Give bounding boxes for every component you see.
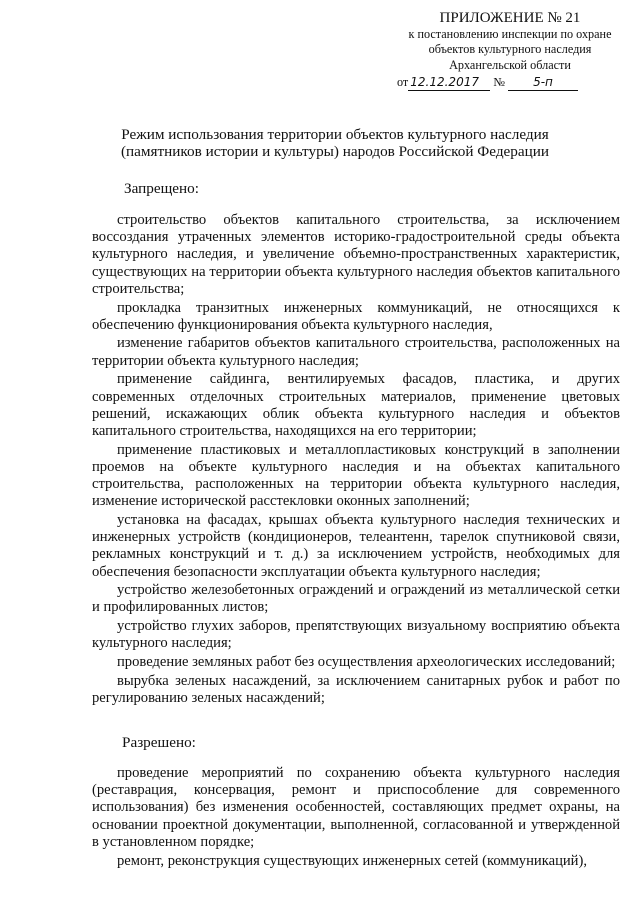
prohibited-item: установка на фасадах, крышах объекта культурного наследия технических и инженерных устройств (кондиционеров, телеантенн, тарелок спутниковой связи, рекламных конструкций и т. д.) за исключением устройств, необходимых для обеспечения безопасности эксплуатации объекта культурного наследия; [92, 511, 620, 580]
prohibited-heading: Запрещено: [124, 180, 199, 197]
prohibited-item: вырубка зеленых насаждений, за исключением санитарных рубок и работ по регулированию зеленых насаждений; [92, 672, 620, 706]
prohibited-item: строительство объектов капитального строительства, за исключением воссоздания утраченных элементов историко-градостроительной среды объекта культурного наследия, и увеличение объемно-пространственных характеристик, существующих на территории объекта культурного наследия объектов капитального строительства; [92, 212, 620, 297]
appendix-date-line [397, 75, 623, 91]
date-prefix: от [397, 74, 409, 89]
appendix-block [397, 10, 623, 91]
prohibited-item: применение пластиковых и металлопластиковых конструкций в заполнении проемов на объекте культурного наследия и на объектах капитального строительства, расположенных на территории объекта культурного наследия, изменение исторической расстекловки оконных заполнений; [92, 441, 620, 510]
prohibited-item: устройство глухих заборов, препятствующих визуальному восприятию объекта культурного наследия; [92, 618, 620, 652]
allowed-heading: Разрешено: [122, 734, 196, 751]
allowed-item: ремонт, реконструкция существующих инженерных сетей (коммуникаций), [117, 852, 588, 869]
appendix-line: Архангельской области [449, 57, 571, 72]
prohibited-item: изменение габаритов объектов капитального строительства, расположенных на территории объекта культурного наследия; [92, 335, 620, 369]
prohibited-item: прокладка транзитных инженерных коммуникаций, не относящихся к обеспечению функционирования объекта культурного наследия, [92, 299, 620, 333]
prohibited-item: проведение земляных работ без осуществления археологических исследований; [117, 654, 616, 671]
handwritten-date: 12.12.2017 [408, 75, 490, 91]
allowed-item: проведение мероприятий по сохранению объекта культурного наследия (реставрация, консервация, ремонт и приспособление для современного использования) без изменения особенностей, составляющих предмет охраны, на основании проектной документации, выполненной, согласованной и утвержденной в установленном порядке; [92, 765, 620, 850]
document-title: Режим использования территории объектов культурного наследия (памятников истории и культуры) народов Российской Федерации [120, 126, 550, 161]
handwritten-number: 5-п [508, 75, 578, 91]
prohibited-item: устройство железобетонных ограждений и ограждений из металлической сетки и профилированных листов; [92, 582, 620, 616]
prohibited-item: применение сайдинга, вентилируемых фасадов, пластика, и других современных отделочных строительных материалов, применение цветовых решений, искажающих облик объекта культурного наследия и объектов капитального строительства, находящихся на его территории; [92, 371, 620, 439]
allowed-list [92, 765, 620, 871]
prohibited-list [92, 212, 620, 709]
number-prefix: № [493, 74, 505, 89]
appendix-line: к постановлению инспекции по охране [408, 27, 612, 41]
appendix-title: ПРИЛОЖЕНИЕ № 21 [439, 10, 581, 26]
appendix-line: объектов культурного наследия [428, 42, 592, 57]
